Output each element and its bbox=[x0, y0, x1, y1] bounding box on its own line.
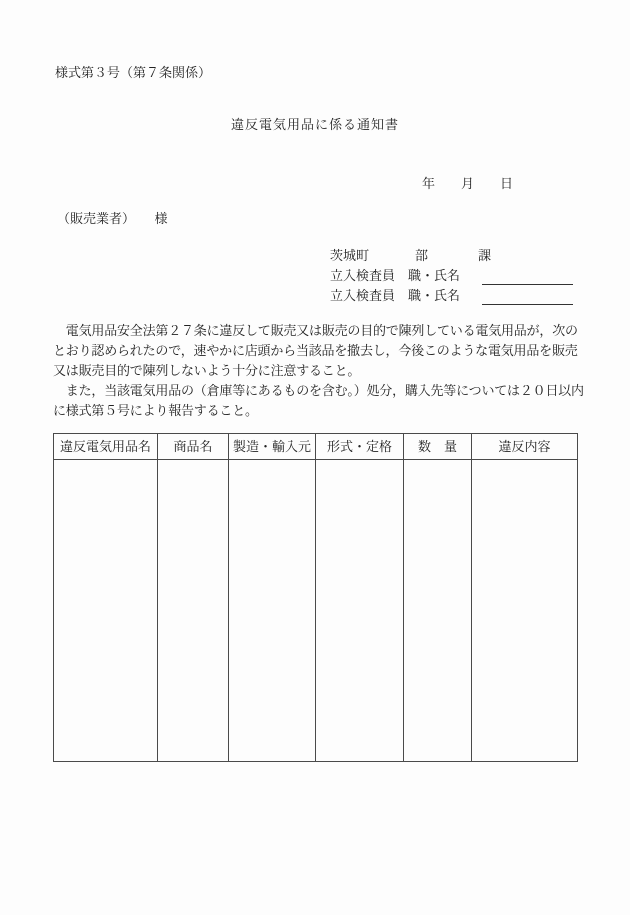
cell-model-rating[interactable] bbox=[316, 460, 404, 762]
body-paragraphs bbox=[53, 321, 583, 421]
paragraph-line: に様式第５号により報告すること。 bbox=[53, 403, 258, 418]
inspector-label-1: 立入検査員 職・氏名 bbox=[330, 268, 461, 283]
cell-trade-name[interactable] bbox=[158, 460, 229, 762]
col-header-quantity: 数 量 bbox=[404, 434, 472, 460]
paragraph-line: また，当該電気用品の（倉庫等にあるものを含む。）処分，購入先等については２０日以内 bbox=[53, 383, 584, 398]
date-blank-line[interactable]: 年 月 日 bbox=[422, 176, 514, 191]
form-number: 様式第３号（第７条関係） bbox=[55, 65, 212, 80]
cell-manufacturer-importer[interactable] bbox=[229, 460, 316, 762]
issuer-section: 課 bbox=[478, 248, 492, 263]
col-header-violation-details: 違反内容 bbox=[472, 434, 578, 460]
table-header-row bbox=[54, 434, 578, 460]
violation-items-table bbox=[53, 433, 578, 762]
document-title: 違反電気用品に係る通知書 bbox=[230, 117, 399, 132]
cell-product-name[interactable] bbox=[54, 460, 158, 762]
inspector-label-2: 立入検査員 職・氏名 bbox=[330, 288, 461, 303]
col-header-manufacturer-importer: 製造・輸入元 bbox=[229, 434, 316, 460]
issuer-town: 茨城町 bbox=[330, 248, 370, 263]
col-header-trade-name: 商品名 bbox=[158, 434, 229, 460]
paragraph-line: とおり認められたので，速やかに店頭から当該品を撤去し，今後このような電気用品を販売 bbox=[53, 343, 578, 358]
paragraph-line: 又は販売目的で陳列しないよう十分に注意すること。 bbox=[53, 363, 361, 378]
paragraph-line: 電気用品安全法第２７条に違反して販売又は販売の目的で陳列している電気用品が，次の bbox=[53, 323, 578, 338]
col-header-model-rating: 形式・定格 bbox=[316, 434, 404, 460]
inspector-name-blank-1[interactable] bbox=[482, 271, 573, 285]
cell-quantity[interactable] bbox=[404, 460, 472, 762]
recipient-line: （販売業者） 様 bbox=[57, 211, 168, 226]
col-header-product-name: 違反電気用品名 bbox=[54, 434, 158, 460]
issuer-department: 部 bbox=[415, 248, 429, 263]
cell-violation-details[interactable] bbox=[472, 460, 578, 762]
inspector-name-blank-2[interactable] bbox=[482, 291, 573, 305]
table-row bbox=[54, 460, 578, 762]
